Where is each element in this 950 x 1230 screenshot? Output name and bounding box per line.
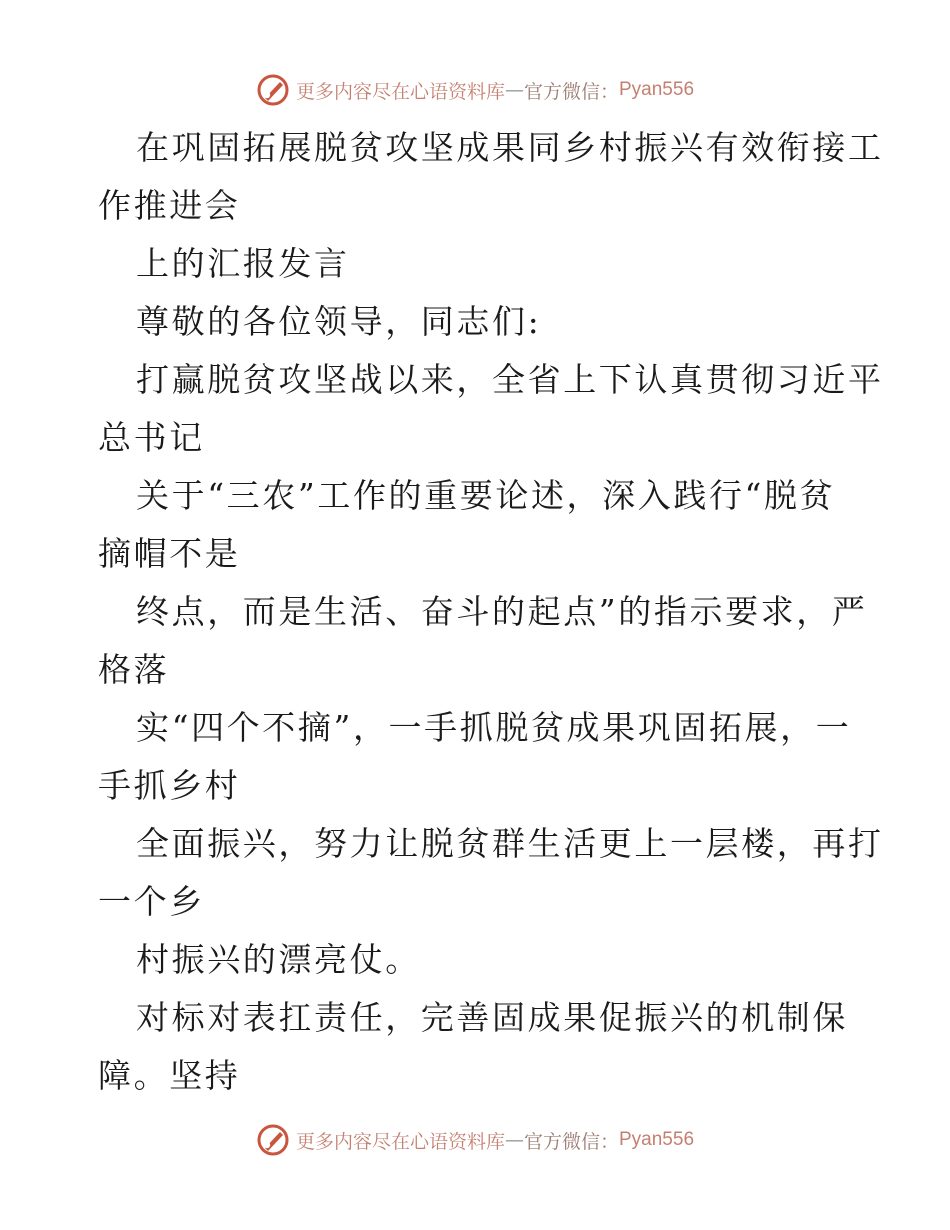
text-line: 对标对表扛责任，完善固成果促振兴的机制保 [136, 998, 848, 1037]
watermark-wechat-label: 官方微信： [523, 1130, 619, 1153]
text-line: 全面振兴，努力让脱贫群生活更上一层楼，再打 [136, 824, 884, 863]
text-line: 总书记 [98, 418, 205, 457]
watermark-separator: — [504, 1129, 524, 1151]
watermark-main-text: 更多内容尽在心语资料库 [295, 1130, 505, 1153]
watermark-main-text: 更多内容尽在心语资料库 [295, 80, 505, 103]
text-line: 实“四个不摘”，一手抓脱贫成果巩固拓展，一 [136, 708, 852, 747]
watermark-separator: — [504, 79, 524, 101]
text-line: 终点，而是生活、奋斗的起点”的指示要求，严 [136, 592, 868, 631]
text-line: 尊敬的各位领导，同志们: [136, 302, 542, 341]
text-line: 障。坚持 [98, 1056, 241, 1095]
watermark-header [0, 70, 950, 110]
text-line: 格落 [98, 650, 170, 689]
pen-logo-icon [256, 73, 290, 107]
text-line: 作推进会 [98, 186, 241, 225]
text-line: 摘帽不是 [98, 534, 241, 573]
pen-logo-icon [256, 1123, 290, 1157]
watermark-wechat-label: 官方微信： [523, 80, 619, 103]
watermark-footer [0, 1120, 950, 1160]
text-line: 手抓乡村 [98, 766, 241, 805]
text-line: 打赢脱贫攻坚战以来，全省上下认真贯彻习近平 [136, 360, 884, 399]
text-line: 村振兴的漂亮仗。 [136, 940, 421, 979]
text-line: 关于“三农”工作的重要论述，深入践行“脱贫 [136, 476, 836, 515]
text-line: 一个乡 [98, 882, 205, 921]
watermark-wechat-id: Pyan556 [619, 79, 695, 100]
text-line: 在巩固拓展脱贫攻坚成果同乡村振兴有效衔接工 [136, 128, 884, 167]
watermark-wechat-id: Pyan556 [619, 1129, 695, 1150]
text-line: 上的汇报发言 [136, 244, 350, 283]
